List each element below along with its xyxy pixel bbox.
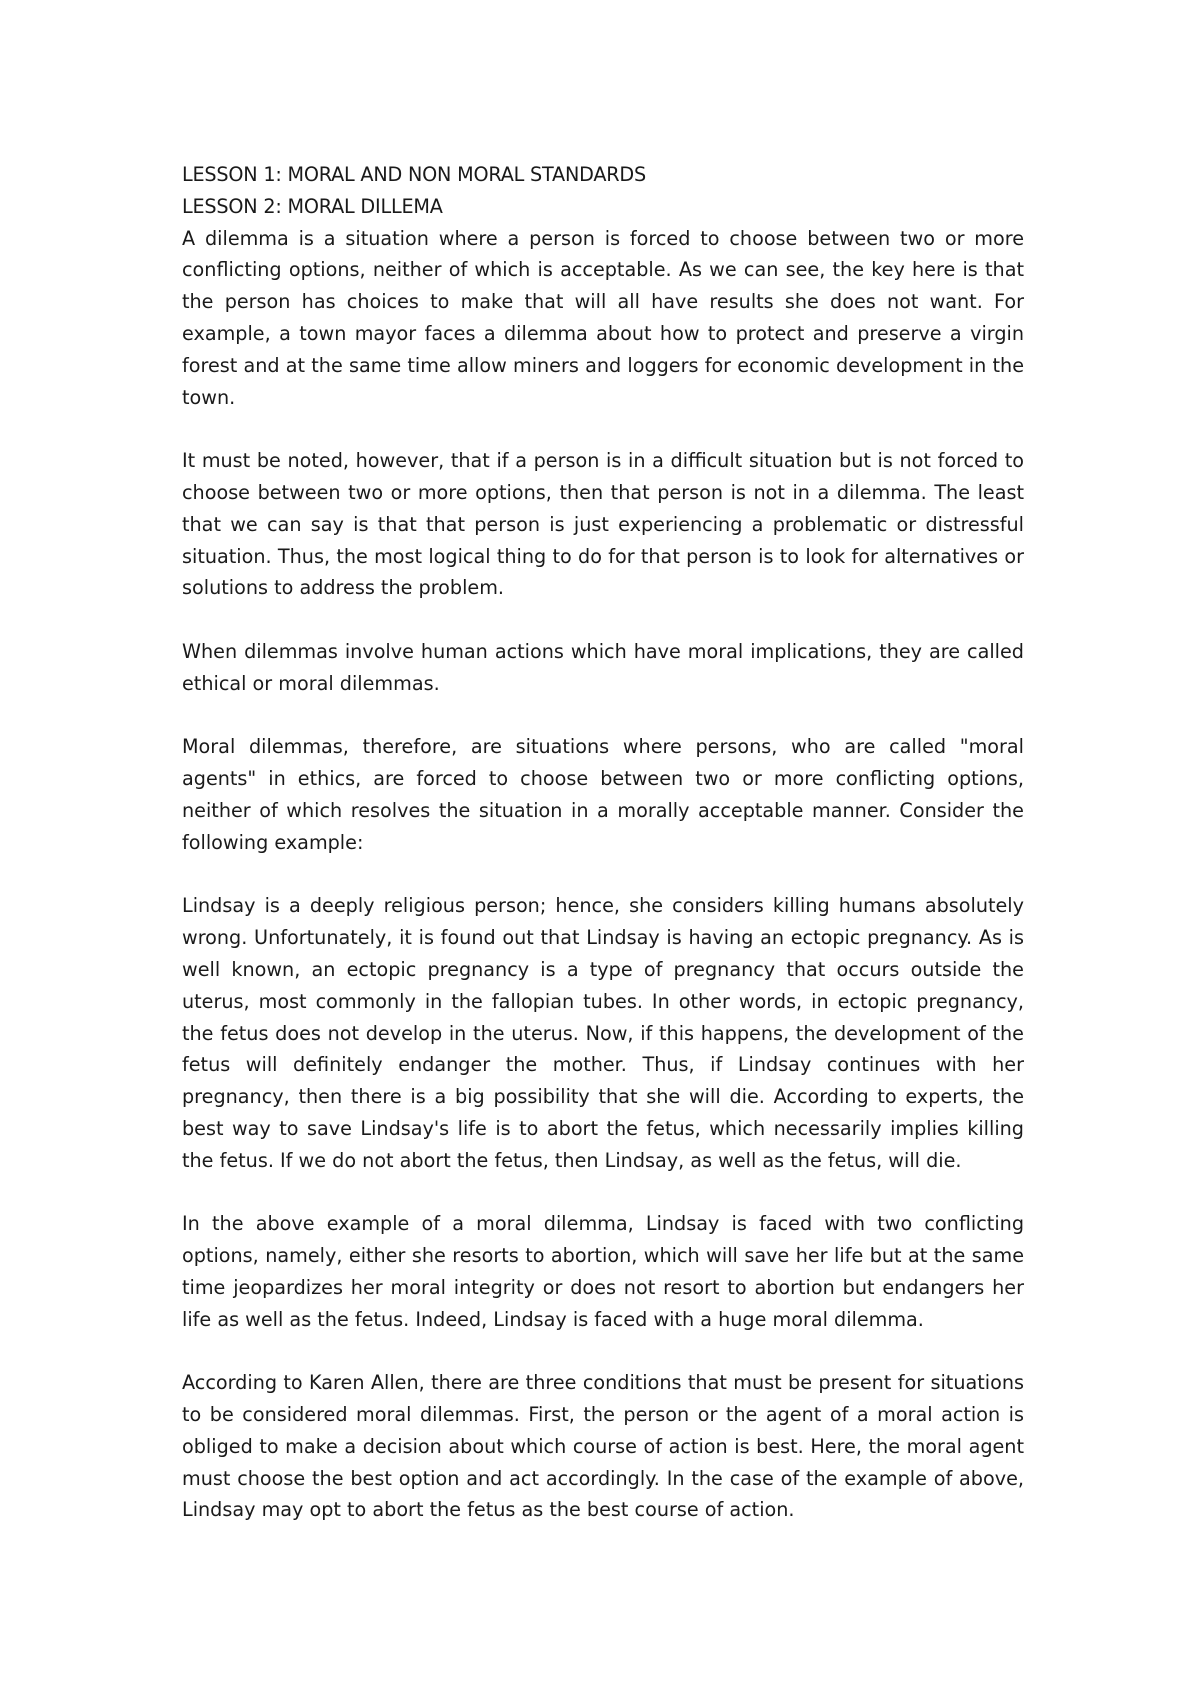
- paragraph-example-analysis: In the above example of a moral dilemma, Lindsay is faced with two conflicting options, namely, either she resorts to abortion, which will save her life but at the same time jeopardizes her moral integrity or does not resort to abortion but endangers her life as well as the fetus. Indeed, Lindsay is faced with a huge moral dilemma.: [182, 1212, 1024, 1331]
- paragraph-ethical-dilemmas: When dilemmas involve human actions which have moral implications, they are called ethical or moral dilemmas.: [182, 639, 1024, 695]
- paragraph-moral-dilemmas: Moral dilemmas, therefore, are situations where persons, who are called "moral agents" in ethics, are forced to choose between two or more conflicting options, neither of which resolves the situation in a morally acceptable manner. Consider the following example:: [182, 735, 1024, 854]
- lesson-2-heading: LESSON 2: MORAL DILLEMA: [182, 194, 443, 218]
- paragraph-karen-allen-conditions: According to Karen Allen, there are three conditions that must be present for situations to be considered moral dilemmas. First, the person or the agent of a moral action is obliged to make a decision about which course of action is best. Here, the moral agent must choose the best option and act accordingly. In the case of the example of above, Lindsay may opt to abort the fetus as the best course of action.: [182, 1371, 1024, 1522]
- document-body: [182, 159, 1024, 1526]
- lesson-1-heading: LESSON 1: MORAL AND NON MORAL STANDARDS: [182, 163, 646, 186]
- paragraph-not-a-dilemma: It must be noted, however, that if a person is in a difficult situation but is not forced to choose between two or more options, then that person is not in a dilemma. The least that we can say is that that person is just experiencing a problematic or distressful situation. Thus, the most logical thing to do for that person is to look for alternatives or solutions to address the problem.: [182, 449, 1024, 600]
- paragraph-lindsay-example: Lindsay is a deeply religious person; hence, she considers killing humans absolutely wrong. Unfortunately, it is found out that Lindsay is having an ectopic pregnancy. As is well known, an ectopic pregnancy is a type of pregnancy that occurs outside the uterus, most commonly in the fallopian tubes. In other words, in ectopic pregnancy, the fetus does not develop in the uterus. Now, if this happens, the development of the fetus will definitely endanger the mother. Thus, if Lindsay continues with her pregnancy, then there is a big possibility that she will die. According to experts, the best way to save Lindsay's life is to abort the fetus, which necessarily implies killing the fetus. If we do not abort the fetus, then Lindsay, as well as the fetus, will die.: [182, 894, 1024, 1172]
- paragraph-dilemma-definition: A dilemma is a situation where a person is forced to choose between two or more conflicting options, neither of which is acceptable. As we can see, the key here is that the person has choices to make that will all have results she does not want. For example, a town mayor faces a dilemma about how to protect and preserve a virgin forest and at the same time allow miners and loggers for economic development in the town.: [182, 226, 1024, 409]
